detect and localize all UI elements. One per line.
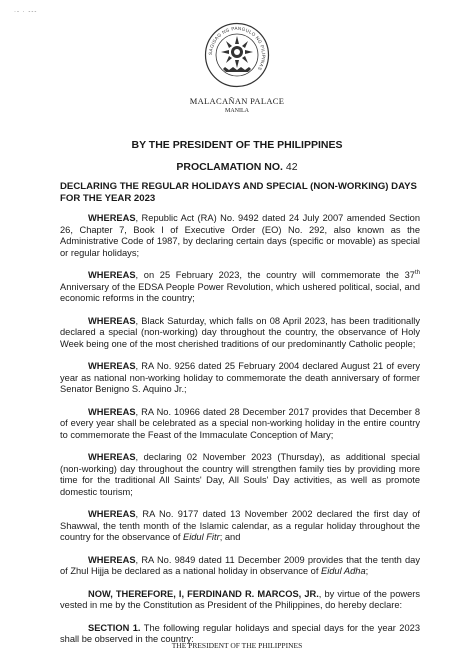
clause-text: ; and: [219, 532, 241, 542]
clause-text: , declaring 02 November 2023 (Thursday), as additional special (non-working) day throughout the country will strengthen family ties by providing more time for the traditional All Saints' Day, All Souls' Day activities, as well as promote domestic tourism;: [60, 452, 420, 497]
whereas-clause: [60, 316, 420, 351]
clause-lead: WHEREAS: [88, 554, 136, 565]
clause-lead: WHEREAS: [88, 270, 136, 280]
holiday-name: Eidul Adha: [321, 566, 366, 576]
clause-lead: WHEREAS: [88, 452, 136, 462]
whereas-clause: [60, 407, 420, 442]
whereas-clause: [60, 213, 420, 259]
proclamation-subject: DECLARING THE REGULAR HOLIDAYS AND SPECIAL (NON-WORKING) DAYS FOR THE YEAR 2023: [60, 181, 417, 204]
clause-text: , RA No. 10966 dated 28 December 2017 provides that December 8 of every year shall be celebrated as a special non-working holiday in the entire country to commemorate the Feast of the Immaculate Conception of Mary;: [60, 406, 420, 440]
clause-text: , RA No. 9849 dated 11 December 2009 provides that the tenth day of Zhul Hijja be declared as a national holiday in observance of: [60, 554, 420, 576]
clause-text: , Republic Act (RA) No. 9492 dated 24 July 2007 amended Section 26, Chapter 7, Book I of Executive Order (EO) No. 292, also known as the Administrative Code of 1987, by declaring certain days (specific or movable) as special or regular holidays;: [60, 213, 420, 258]
whereas-clause: [60, 361, 420, 396]
clause-text: , on 25 February 2023, the country will commemorate the 37: [135, 270, 415, 280]
page-footer: THE PRESIDENT OF THE PHILIPPINES: [171, 641, 303, 650]
whereas-clause: [60, 452, 420, 498]
clause-lead: WHEREAS: [88, 361, 136, 371]
clause-lead: WHEREAS: [88, 509, 136, 519]
clause-lead: WHEREAS: [88, 315, 136, 326]
clause-lead: NOW, THEREFORE, I, FERDINAND R. MARCOS, JR.: [88, 588, 319, 599]
ordinal-suffix: th: [414, 269, 420, 276]
clause-text: , Black Saturday, which falls on 08 April 2023, has been traditionally declared a special (non-working) day throughout the country, the observance of Holy Week being one of the most cherished traditions of our predominantly Catholic people;: [60, 315, 420, 349]
clause-text: , RA No. 9256 dated 25 February 2004 declared August 21 of every year as national non-working holiday to commemorate the death anniversary of former Senator Benigno S. Aquino Jr.;: [60, 361, 420, 394]
issuer-heading: BY THE PRESIDENT OF THE PHILIPPINES: [131, 139, 343, 151]
whereas-clause: [60, 555, 420, 578]
declaration-clause: [60, 589, 420, 612]
clause-text: , RA No. 9177 dated 13 November 2002 declared the first day of Shawwal, the tenth month of the Islamic calendar, as a regular holiday throughout the country for the observance of: [60, 509, 420, 542]
proclamation-number: 42: [285, 161, 298, 173]
clause-text: Anniversary of the EDSA People Power Revolution, which ushered political, social, and economic reforms in the country;: [60, 281, 420, 303]
palace-city: MANILA: [225, 108, 249, 114]
whereas-clause: [60, 509, 420, 544]
clause-text: , by virtue of the powers vested in me by the Constitution as President of the Philippines, do hereby declare:: [60, 588, 420, 610]
corner-scan-mark: ·‐ · ---: [14, 9, 38, 15]
palace-name: MALACAÑAN PALACE: [189, 96, 285, 106]
clause-text: ;: [365, 566, 369, 576]
whereas-clause: [60, 270, 420, 305]
clause-lead: WHEREAS: [88, 406, 136, 417]
clause-lead: SECTION 1.: [88, 622, 141, 633]
seal-legend: SAGISAG NG PANGULO NG PILIPINAS: [207, 25, 267, 72]
proclamation-label: PROCLAMATION NO.: [176, 161, 283, 173]
clause-lead: WHEREAS: [88, 213, 136, 223]
holiday-name: Eidul Fitr: [183, 532, 220, 542]
proclamation-heading: [0, 161, 474, 173]
clause-text: The following regular holidays and special days for the year 2023 shall be observed in the country:: [60, 622, 420, 644]
presidential-seal-icon: [204, 22, 270, 88]
proclamation-body: [60, 213, 420, 657]
